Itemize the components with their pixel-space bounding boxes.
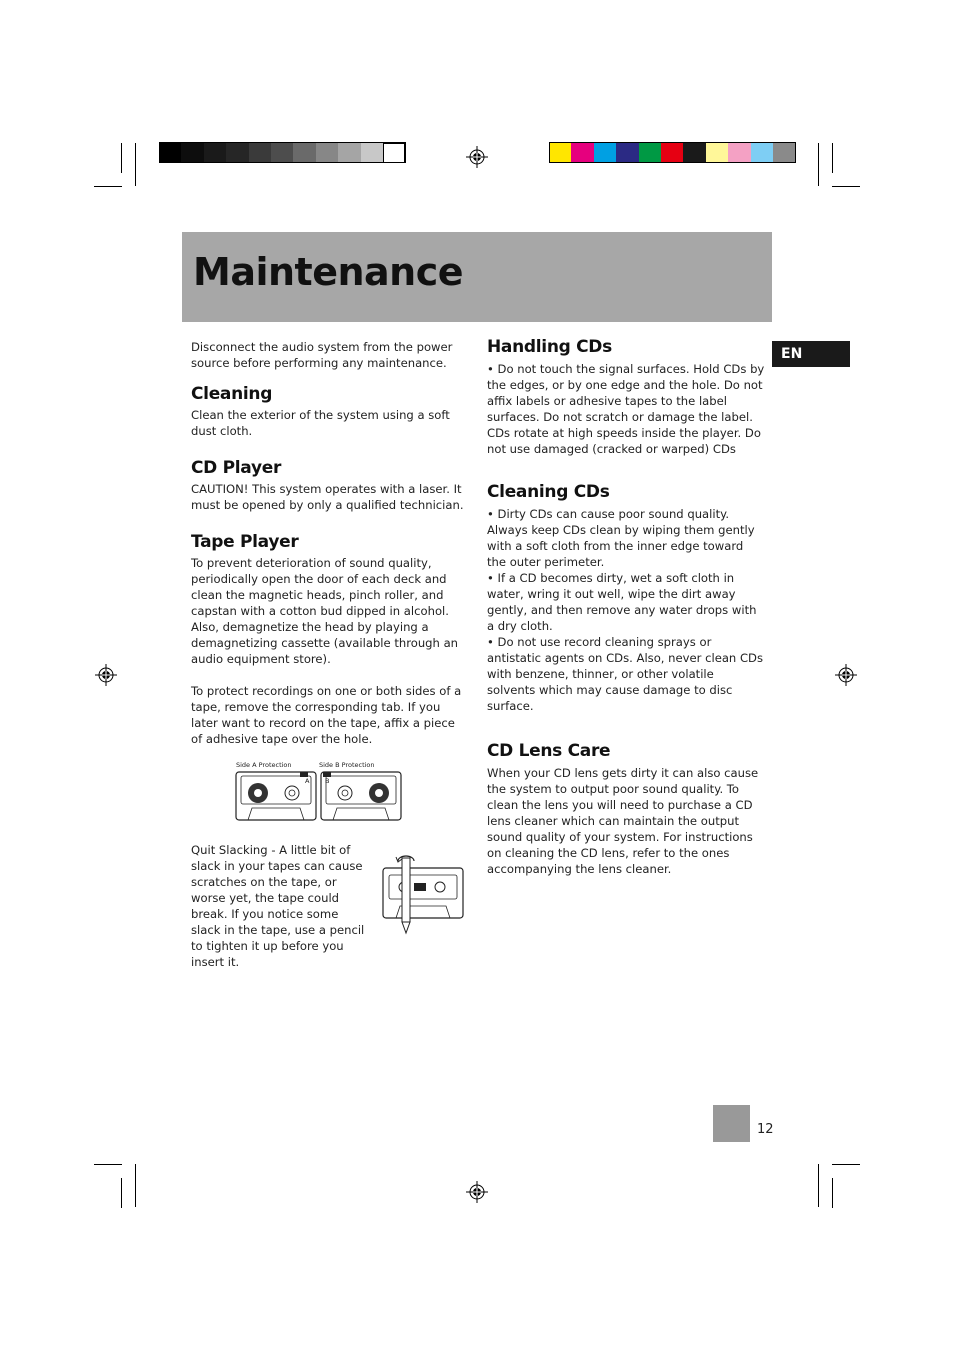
figure-tab-a: A	[305, 777, 310, 785]
cd-player-heading: CD Player	[191, 458, 282, 478]
registration-mark-icon	[466, 1181, 488, 1203]
lens-care-body: on cleaning the CD lens, refer to the ones accompanying the lens cleaner.	[487, 846, 730, 876]
page-title: Maintenance	[193, 250, 464, 294]
language-tab: EN	[772, 341, 850, 367]
tape-player-heading: Tape Player	[191, 532, 299, 552]
cleaning-cds-bullet: • Dirty CDs can cause poor sound quality. Always keep CDs clean by wiping them gently with a soft cloth from the inner edge toward the outer perimeter.	[487, 507, 755, 569]
left-column	[191, 339, 467, 747]
cassette-b-icon	[321, 772, 401, 820]
pencil-cassette-figure	[380, 853, 466, 935]
cassette-protection-figure	[234, 759, 404, 823]
intro-text: Disconnect the audio system from the power source before performing any maintenance.	[191, 340, 453, 370]
cleaning-heading: Cleaning	[191, 384, 273, 404]
cleaning-cds-bullet: • Do not use record cleaning sprays or antistatic agents on CDs. Also, never clean CDs with benzene, thinner, or other volatile solvents which may cause damage to disc surface.	[487, 635, 764, 713]
quit-slacking-block	[191, 842, 369, 970]
figure-label-side-b: Side B Protection	[319, 761, 375, 769]
page-number: 12	[757, 1122, 774, 1137]
handling-cds-heading: Handling CDs	[487, 337, 612, 357]
figure-tab-b: B	[325, 777, 330, 785]
cleaning-cds-bullet: • If a CD becomes dirty, wet a soft cloth in water, wring it out well, wipe the dirt away gently, and then remove any water drops with a dry cloth.	[487, 571, 757, 633]
tape-player-body: To prevent deterioration of sound quality, periodically open the door of each deck and clean the magnetic heads, pinch roller, and capstan with a cotton bud dipped in alcohol. Also, demagnetize the head by playing a demagnetizing cassette (available through an audio equipment store).	[191, 556, 459, 666]
cleaning-cds-heading: Cleaning CDs	[487, 482, 610, 502]
tape-protection-body: To protect recordings on one or both sides of a tape, remove the corresponding tab. If you later want to record on the tape, affix a piece of adhesive tape over the hole.	[191, 684, 462, 746]
lens-care-body: When your CD lens gets dirty it can also cause the system to output poor sound quality. To clean the lens you will need to purchase a CD lens cleaner which can maintain the output sound quality of your system. For instructions	[487, 766, 759, 844]
cleaning-body: Clean the exterior of the system using a soft dust cloth.	[191, 408, 450, 438]
page-number-box	[713, 1105, 750, 1142]
title-banner	[182, 232, 772, 322]
figure-label-side-a: Side A Protection	[236, 761, 292, 769]
right-column	[487, 339, 765, 877]
lens-care-heading: CD Lens Care	[487, 741, 611, 761]
quit-slacking-text: Quit Slacking - A little bit of slack in your tapes can cause scratches on the tape, or worse yet, the tape could break. If you notice some slack in the tape, use a pencil to tighten it up before you insert it.	[191, 843, 365, 969]
registration-mark-icon	[835, 664, 857, 686]
handling-cds-body: • Do not touch the signal surfaces. Hold CDs by the edges, or by one edge and the hole. Do not affix labels or adhesive tapes to the label surfaces. Do not scratch or damage the label. CDs rotate at high speeds inside the player. Do not use damaged (cracked or warped) CDs	[487, 362, 765, 456]
calibration-bar-frame	[159, 142, 406, 163]
registration-mark-icon	[95, 664, 117, 686]
calibration-bar-frame	[549, 142, 796, 163]
registration-mark-icon	[466, 146, 488, 168]
cassette-a-icon	[236, 772, 316, 820]
cd-player-body: CAUTION! This system operates with a laser. It must be opened by only a qualified technician.	[191, 482, 464, 512]
